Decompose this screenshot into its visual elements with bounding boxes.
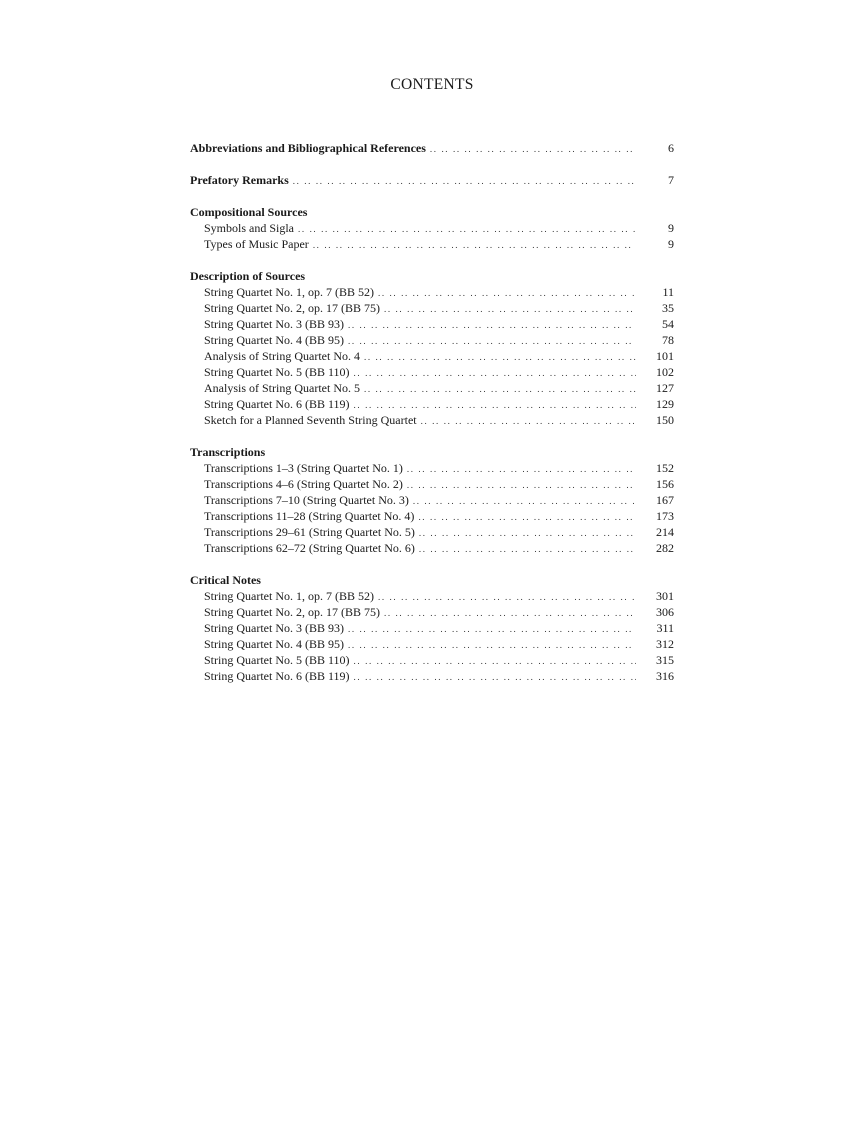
toc-entry-label: Transcriptions 7–10 (String Quartet No. 3) — [204, 493, 409, 507]
toc-entry-label: Sketch for a Planned Seventh String Quartet — [204, 413, 417, 427]
toc-entry-label: String Quartet No. 1, op. 7 (BB 52) — [204, 285, 374, 299]
dot-leader — [348, 621, 636, 637]
toc-entry-prefatory-remarks — [190, 172, 674, 188]
dot-leader — [348, 637, 636, 653]
toc-page-number: 11 — [662, 285, 674, 299]
toc-row[interactable] — [190, 300, 674, 316]
toc-row[interactable] — [190, 412, 674, 428]
dot-leader — [364, 381, 636, 397]
table-of-contents — [190, 140, 674, 700]
toc-row[interactable] — [190, 524, 674, 540]
toc-entry-label: String Quartet No. 6 (BB 119) — [204, 397, 350, 411]
dot-leader — [354, 365, 636, 381]
toc-entry-abbreviations — [190, 140, 674, 156]
section-heading: Transcriptions — [190, 445, 266, 459]
toc-entry-label: Transcriptions 11–28 (String Quartet No. 4) — [204, 509, 415, 523]
toc-page-number: 306 — [656, 605, 674, 619]
toc-page-number: 214 — [656, 525, 674, 539]
toc-row[interactable] — [190, 284, 674, 300]
dot-leader — [364, 349, 636, 365]
toc-page-number: 167 — [656, 493, 674, 507]
toc-entry-label: Transcriptions 29–61 (String Quartet No. 5) — [204, 525, 415, 539]
dot-leader — [418, 509, 636, 525]
dot-leader — [298, 221, 636, 237]
dot-leader — [378, 589, 636, 605]
dot-leader — [419, 525, 636, 541]
dot-leader — [421, 413, 636, 429]
toc-page-number: 9 — [668, 221, 674, 235]
toc-section-compositional-sources — [190, 204, 674, 252]
toc-entry-label: String Quartet No. 5 (BB 110) — [204, 365, 350, 379]
toc-entry-label: String Quartet No. 5 (BB 110) — [204, 653, 350, 667]
toc-row[interactable] — [190, 540, 674, 556]
toc-entry-label: String Quartet No. 2, op. 17 (BB 75) — [204, 605, 380, 619]
toc-page-number: 301 — [656, 589, 674, 603]
dot-leader — [407, 461, 636, 477]
toc-page-number: 173 — [656, 509, 674, 523]
dot-leader — [348, 333, 636, 349]
dot-leader — [354, 653, 636, 669]
toc-entry-label: String Quartet No. 6 (BB 119) — [204, 669, 350, 683]
dot-leader — [293, 173, 636, 189]
dot-leader — [354, 397, 636, 413]
toc-page-number: 315 — [656, 653, 674, 667]
toc-row[interactable] — [190, 588, 674, 604]
toc-entry-label: Types of Music Paper — [204, 237, 309, 251]
toc-section-transcriptions — [190, 444, 674, 556]
dot-leader — [384, 605, 636, 621]
toc-page-number: 7 — [668, 173, 674, 187]
toc-page-number: 101 — [656, 349, 674, 363]
toc-page-number: 35 — [662, 301, 674, 315]
toc-entry-label: String Quartet No. 1, op. 7 (BB 52) — [204, 589, 374, 603]
toc-page-number: 282 — [656, 541, 674, 555]
toc-row[interactable] — [190, 460, 674, 476]
toc-page-number: 127 — [656, 381, 674, 395]
toc-page-number: 129 — [656, 397, 674, 411]
toc-row[interactable] — [190, 492, 674, 508]
section-heading: Description of Sources — [190, 269, 306, 283]
toc-page-number: 9 — [668, 237, 674, 251]
toc-row[interactable] — [190, 508, 674, 524]
toc-page-number: 78 — [662, 333, 674, 347]
toc-entry-label: Transcriptions 4–6 (String Quartet No. 2) — [204, 477, 403, 491]
toc-page-number: 102 — [656, 365, 674, 379]
toc-entry-label: Transcriptions 1–3 (String Quartet No. 1) — [204, 461, 403, 475]
toc-row[interactable] — [190, 668, 674, 684]
toc-entry-label: Symbols and Sigla — [204, 221, 295, 235]
toc-row[interactable] — [190, 652, 674, 668]
dot-leader — [430, 141, 636, 157]
toc-section-critical-notes — [190, 572, 674, 684]
toc-row[interactable] — [190, 620, 674, 636]
toc-entry-label: Abbreviations and Bibliographical References — [190, 141, 426, 155]
toc-entry-label: Transcriptions 62–72 (String Quartet No. 6) — [204, 541, 415, 555]
toc-row[interactable] — [190, 364, 674, 380]
toc-page-number: 152 — [656, 461, 674, 475]
toc-row[interactable] — [190, 220, 674, 236]
dot-leader — [413, 493, 636, 509]
toc-entry-label: Analysis of String Quartet No. 4 — [204, 349, 360, 363]
page-title: CONTENTS — [390, 76, 474, 93]
toc-row[interactable] — [190, 636, 674, 652]
toc-page-number: 312 — [656, 637, 674, 651]
toc-row[interactable] — [190, 172, 674, 188]
section-heading: Critical Notes — [190, 573, 261, 587]
toc-row[interactable] — [190, 236, 674, 252]
toc-page-number: 54 — [662, 317, 674, 331]
toc-row[interactable] — [190, 348, 674, 364]
toc-entry-label: String Quartet No. 4 (BB 95) — [204, 637, 344, 651]
toc-entry-label: String Quartet No. 3 (BB 93) — [204, 621, 344, 635]
toc-row[interactable] — [190, 396, 674, 412]
toc-entry-label: String Quartet No. 4 (BB 95) — [204, 333, 344, 347]
section-heading: Compositional Sources — [190, 205, 308, 219]
dot-leader — [384, 301, 636, 317]
toc-entry-label: String Quartet No. 2, op. 17 (BB 75) — [204, 301, 380, 315]
toc-section-description-of-sources — [190, 268, 674, 428]
toc-page-number: 6 — [668, 141, 674, 155]
toc-entry-label: String Quartet No. 3 (BB 93) — [204, 317, 344, 331]
toc-row[interactable] — [190, 604, 674, 620]
dot-leader — [407, 477, 636, 493]
toc-entry-label: Analysis of String Quartet No. 5 — [204, 381, 360, 395]
dot-leader — [378, 285, 636, 301]
dot-leader — [313, 237, 636, 253]
toc-row[interactable] — [190, 332, 674, 348]
dot-leader — [354, 669, 636, 685]
dot-leader — [348, 317, 636, 333]
toc-page-number: 156 — [656, 477, 674, 491]
toc-page-number: 150 — [656, 413, 674, 427]
toc-row[interactable] — [190, 380, 674, 396]
toc-page-number: 311 — [656, 621, 674, 635]
toc-row[interactable] — [190, 476, 674, 492]
toc-entry-label: Prefatory Remarks — [190, 173, 289, 187]
toc-page-number: 316 — [656, 669, 674, 683]
dot-leader — [419, 541, 636, 557]
toc-row[interactable] — [190, 316, 674, 332]
toc-row[interactable] — [190, 140, 674, 156]
